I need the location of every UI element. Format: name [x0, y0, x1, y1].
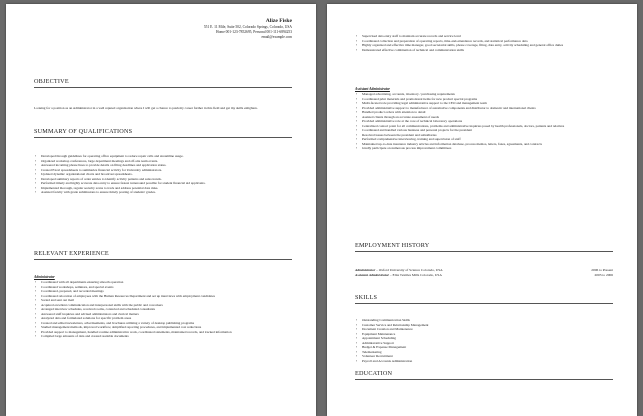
list-item: • Supervised data entry staff to maintain accurate records and service level	[355, 34, 613, 39]
employment-years: 2006 to Present	[591, 268, 613, 272]
employment-role: Assistant Administrator	[355, 272, 390, 277]
list-item: • Created and edited newsletters, advertisements, and brochures utilizing a variety of desktop publishing programs	[34, 321, 292, 326]
skills-list	[355, 318, 613, 363]
list-item: • Document Creation and Maintenance	[355, 327, 613, 332]
list-item: • Implemented thorough, regular security scans to track and address potential data risks.	[34, 186, 292, 191]
list-item: • Volunteer Recruitment	[355, 354, 613, 359]
list-item: • Administrative Support	[355, 341, 613, 346]
list-item: • Organized workshop conferences, large department meetings and off-site team events.	[34, 159, 292, 164]
list-item: • Provided administrative role at the core of technical laboratory operations	[355, 119, 613, 124]
administrator-duties-list	[34, 280, 292, 339]
candidate-name: Alize Fiske	[265, 18, 292, 24]
list-item: • Performed timely and highly accurate data entry to ensure fastest turnaround possible for student financial aid applicants.	[34, 181, 292, 186]
employment-years: 2003 to 2006	[594, 272, 613, 277]
contact-header	[204, 18, 292, 40]
experience-heading: RELEVANT EXPERIENCE	[34, 250, 292, 260]
list-item: • Multi-faceted role providing legal administrative support to the CEO and management team	[355, 101, 613, 106]
list-item: • Demonstrated effective combination of technical and communication skills	[355, 48, 613, 53]
list-item: • Maintained up-to-date insurance industry articles and information database, process memos, letters, faxes, agreements, and contracts	[355, 142, 613, 147]
list-item: • Compiled large amounts of data and created readable documents	[34, 334, 292, 339]
assistant-duties-list	[355, 92, 613, 151]
objective-text: Looking for a position as an Administrator in a well reputed organization where I will get a chance to push my career further in this field and get my skills enlighten.	[34, 106, 258, 110]
list-item: • Assisted faculty with grade submissions to ensure timely posting of students' grades.	[34, 190, 292, 195]
list-item: • Centralized contact point for all communications, problems and administrative inquiries posed by health professionals, doctors, patients and relatives	[355, 124, 613, 129]
list-item: • Answered incoming phone lines to provide details on filing deadlines and application status.	[34, 163, 292, 168]
list-item: • Studied management methods, improved workflow, simplified reporting procedures, and implemented cost reductions	[34, 325, 292, 330]
list-item: • Equipment Maintenance	[355, 332, 613, 337]
role-title: Assistant Administrator	[355, 87, 390, 91]
list-item: • Coordinated and handled various business and personal projects for the president	[355, 128, 613, 133]
address: 551 E. 11 Mile, Suite 502, Colorado Springs, Colorado, USA	[203, 25, 292, 29]
administrator-duties-continued-list	[355, 34, 613, 52]
list-item: • Highly organized and effective time manager, good secretarial skills, phone coverage, filing, data entry, activity scheduling and general office duties	[355, 43, 613, 48]
list-item: • Developed summary reports of order entries to identify activity patterns and sales trends.	[34, 177, 292, 182]
list-item: • Updated dynamic organizational charts and broadcast spreadsheets.	[34, 172, 292, 177]
list-item: • Answered staff inquiries and advised administrators and clerical matters	[34, 312, 292, 317]
list-item: • Payroll and Accounts Administration	[355, 359, 613, 364]
list-item: • Managed advertising, accounts, inventory / purchasing requirements	[355, 92, 613, 97]
employment-role: Administrator	[355, 268, 376, 272]
employment-list	[355, 268, 613, 278]
skills-heading: SKILLS	[355, 294, 613, 304]
employment-heading: EMPLOYMENT HISTORY	[355, 242, 613, 252]
list-item: • Customer Service and Relationship Management	[355, 323, 613, 328]
qualifications-list	[34, 154, 292, 195]
list-item: • Coordinated relocation of employees with the Human Resources Department and set up interviews with employment candidates	[34, 294, 292, 299]
resume-page-2	[327, 4, 637, 416]
list-item: • Analyzed data and formulated solutions for specific problem areas	[34, 316, 292, 321]
list-item: • Provided administrative support to manufacturer of automotive components and distributor to domestic and international clients	[355, 106, 613, 111]
list-item: • Telemarketing	[355, 350, 613, 355]
resume-page-1	[6, 4, 316, 416]
list-item: • Coordinated collection and preparation of operating reports, time-and-attendance records, and statistical performance data	[355, 39, 613, 44]
list-item: • Developed through guidelines for operating office equipment to reduce repair calls and streamline usage.	[34, 154, 292, 159]
list-item: • Created Excel spreadsheets to summarize financial activity for University administrators.	[34, 168, 292, 173]
list-item: • Performed comprehensive interviewing, training and supervision of staff	[355, 137, 613, 142]
email: email@example.com	[261, 35, 292, 39]
list-item: • Assisted clients through an accurate assessment of needs	[355, 115, 613, 120]
employment-org: – Elite Textiles Mills Colorado, USA	[389, 272, 442, 277]
list-item: • Resolved issues between the president and subsidiaries	[355, 133, 613, 138]
role-title: Administrator	[34, 275, 55, 279]
list-item: • Provided support to management, handled routine administrative work, coordinated statements, maintained records, and tracked information	[34, 330, 292, 335]
list-item: • Acquired excellent communication and interpersonal skills with the public and coworkers	[34, 303, 292, 308]
list-item: • Budget & Expense Management	[355, 345, 613, 350]
qualifications-heading: SUMMARY OF QUALIFICATIONS	[34, 128, 292, 138]
list-item: • Coordinated, prepared, and recorded meetings	[34, 289, 292, 294]
list-item: • Handled product orders with attention to detail	[355, 110, 613, 115]
list-item: • Outstanding Communication Skills	[355, 318, 613, 323]
objective-heading: OBJECTIVE	[34, 78, 292, 88]
education-heading: EDUCATION	[355, 370, 613, 380]
employment-org: – Oxford University of Science Colorado, USA	[375, 268, 443, 272]
list-item: • Gladly participate on numerous process improvement committees	[355, 146, 613, 151]
list-item: • Coordinated with all departments ensuring smooth operation	[34, 280, 292, 285]
list-item: • Appointment Scheduling	[355, 336, 613, 341]
list-item: • Coordinated print materials and promotional items for new product special programs	[355, 97, 613, 102]
list-item: • Coordinated workshops, seminars, and special events	[34, 285, 292, 290]
phone-numbers: Home 001-123-7852695, Personal 001-111-6894253	[216, 30, 292, 34]
list-item: • Arranged interview schedules, received rooms, contacted and scheduled consultants	[34, 307, 292, 312]
employment-row	[355, 273, 613, 278]
list-item: • Sorted and sent out mail	[34, 298, 292, 303]
